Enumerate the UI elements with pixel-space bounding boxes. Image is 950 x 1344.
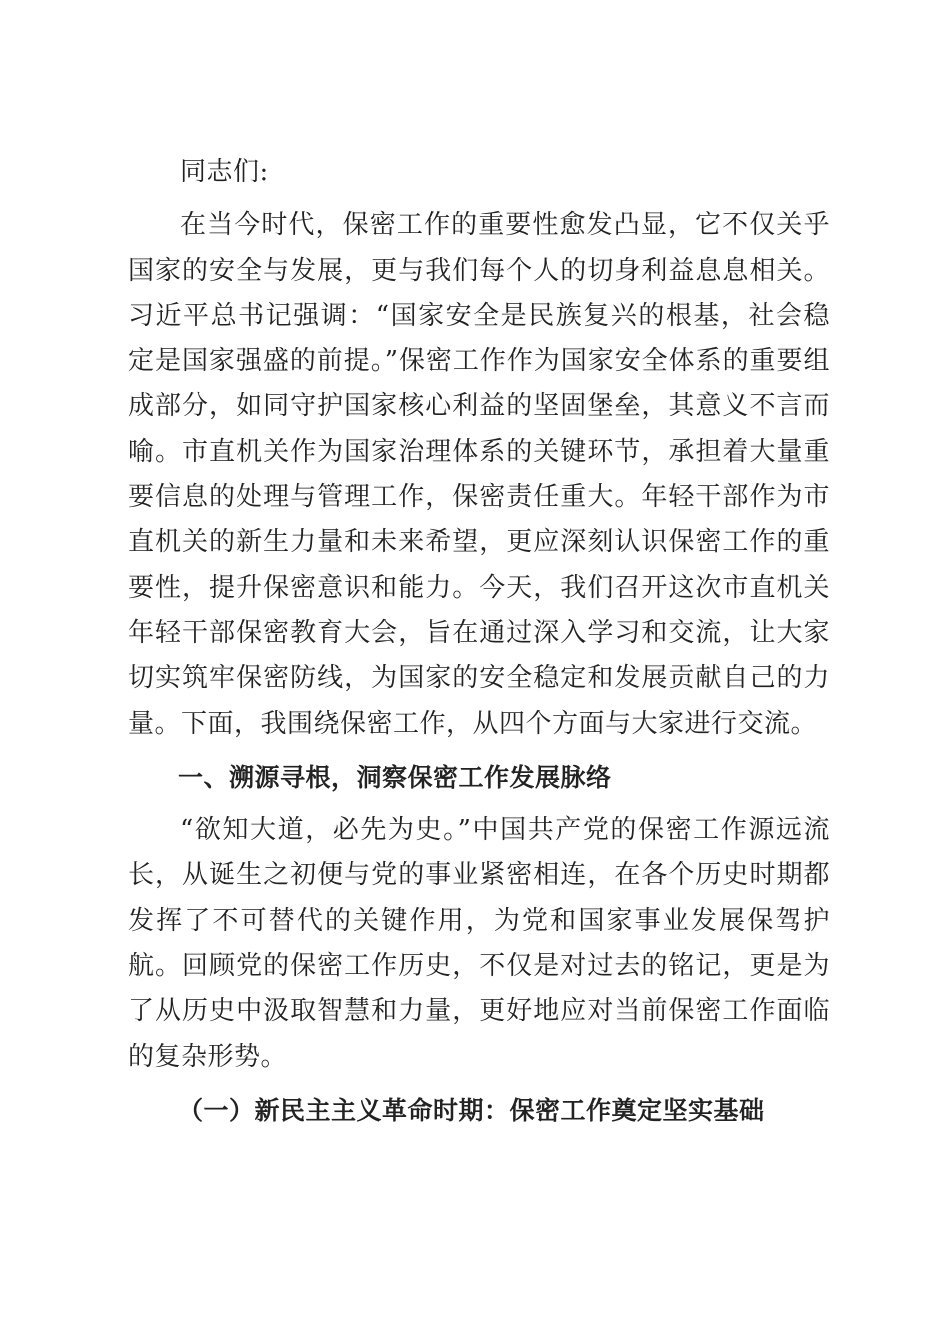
subsection-heading-1: （一）新民主主义革命时期：保密工作奠定坚实基础 bbox=[178, 1095, 765, 1125]
paragraph-history: “欲知大道，必先为史。”中国共产党的保密工作源远流长，从诞生之初便与党的事业紧密相连，在各个历史时期都发挥了不可替代的关键作用，为党和国家事业发展保驾护航。回顾党的保密工作历史，不仅是对过去的铭记，更是为了从历史中汲取智慧和力量，更好地应对当前保密工作面临的复杂形势。 bbox=[128, 815, 830, 1072]
paragraph-intro: 在当今时代，保密工作的重要性愈发凸显，它不仅关乎国家的安全与发展，更与我们每个人的切身利益息息相关。习近平总书记强调：“国家安全是民族复兴的根基，社会稳定是国家强盛的前提。”保密工作作为国家安全体系的重要组成部分，如同守护国家核心利益的坚固堡垒，其意义不言而喻。市直机关作为国家治理体系的关键环节，承担着大量重要信息的处理与管理工作，保密责任重大。年轻干部作为市直机关的新生力量和未来希望，更应深刻认识保密工作的重要性，提升保密意识和能力。今天，我们召开这次市直机关年轻干部保密教育大会，旨在通过深入学习和交流，让大家切实筑牢保密防线，为国家的安全稳定和发展贡献自己的力量。下面，我围绕保密工作，从四个方面与大家进行交流。 bbox=[128, 210, 830, 739]
salutation: 同志们: bbox=[180, 157, 269, 187]
document-body bbox=[128, 150, 830, 1141]
section-heading-1: 一、溯源寻根，洞察保密工作发展脉络 bbox=[178, 762, 612, 792]
